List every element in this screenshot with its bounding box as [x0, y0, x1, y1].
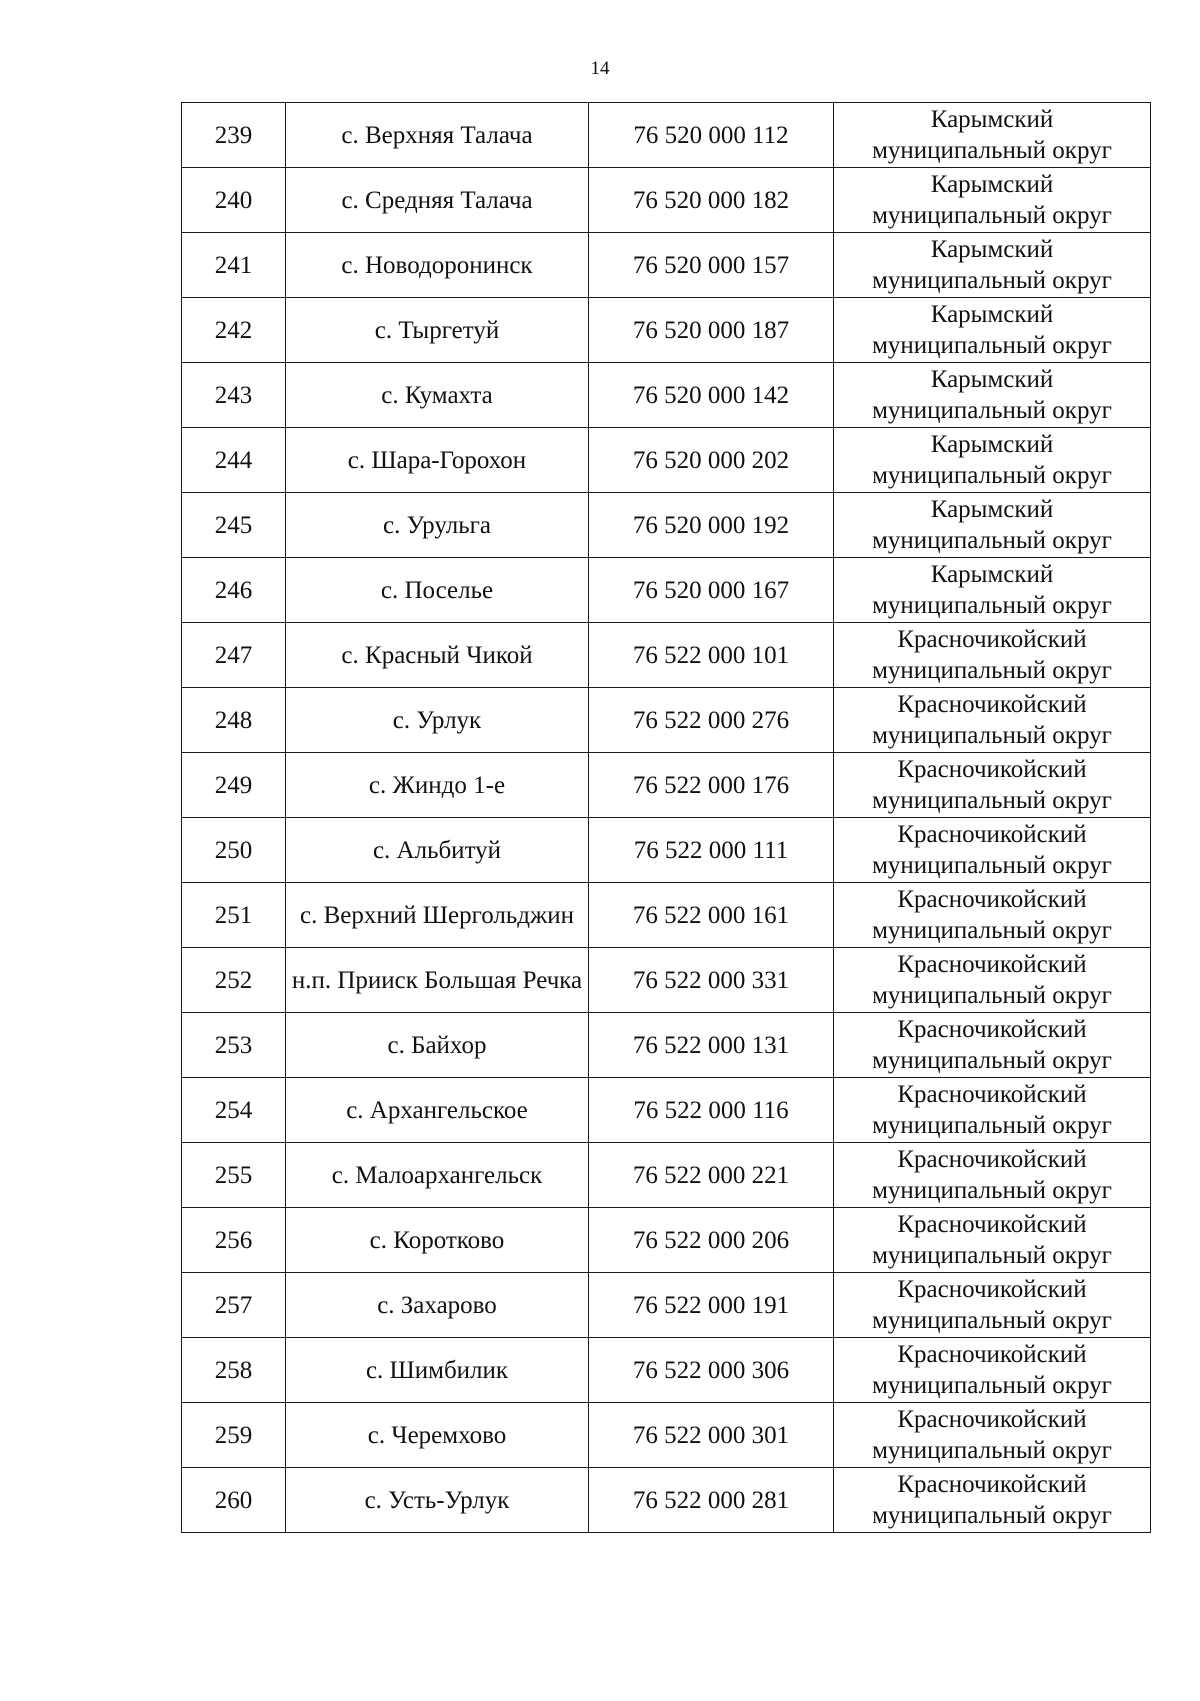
district-cell	[834, 948, 1151, 1013]
district-name: Красночикойский	[897, 1341, 1087, 1368]
district-name: Красночикойский	[897, 1211, 1087, 1238]
settlement-name-cell: с. Урлук	[286, 688, 589, 753]
table-row	[182, 233, 1151, 298]
table-row	[182, 1143, 1151, 1208]
settlement-name-cell: с. Новодоронинск	[286, 233, 589, 298]
district-cell	[834, 688, 1151, 753]
table-row	[182, 1078, 1151, 1143]
settlement-name-cell: с. Поселье	[286, 558, 589, 623]
oktmo-code-cell: 76 522 000 221	[589, 1143, 834, 1208]
table-row	[182, 883, 1151, 948]
district-type: муниципальный округ	[872, 137, 1112, 164]
row-number-cell: 240	[182, 168, 286, 233]
district-type: муниципальный округ	[872, 202, 1112, 229]
district-type: муниципальный округ	[872, 592, 1112, 619]
district-name: Красночикойский	[897, 886, 1087, 913]
district-name: Карымский	[930, 236, 1054, 263]
oktmo-code-cell: 76 522 000 276	[589, 688, 834, 753]
settlement-name-cell: с. Средняя Талача	[286, 168, 589, 233]
oktmo-code-cell: 76 522 000 206	[589, 1208, 834, 1273]
district-cell	[834, 883, 1151, 948]
oktmo-code-cell: 76 522 000 191	[589, 1273, 834, 1338]
row-number-cell: 243	[182, 363, 286, 428]
district-cell	[834, 623, 1151, 688]
oktmo-code-cell: 76 522 000 331	[589, 948, 834, 1013]
settlement-name-cell: с. Коротково	[286, 1208, 589, 1273]
district-cell	[834, 363, 1151, 428]
settlement-name-cell: с. Усть-Урлук	[286, 1468, 589, 1533]
district-cell	[834, 493, 1151, 558]
table-row	[182, 168, 1151, 233]
district-name: Карымский	[930, 366, 1054, 393]
row-number-cell: 244	[182, 428, 286, 493]
row-number-cell: 250	[182, 818, 286, 883]
district-type: муниципальный округ	[872, 1112, 1112, 1139]
district-type: муниципальный округ	[872, 787, 1112, 814]
settlement-name-cell: с. Архангельское	[286, 1078, 589, 1143]
settlement-name-cell: с. Урульга	[286, 493, 589, 558]
district-type: муниципальный округ	[872, 917, 1112, 944]
district-cell	[834, 103, 1151, 168]
district-cell	[834, 233, 1151, 298]
table-row	[182, 428, 1151, 493]
oktmo-code-cell: 76 522 000 306	[589, 1338, 834, 1403]
settlement-name-cell: с. Захарово	[286, 1273, 589, 1338]
row-number-cell: 249	[182, 753, 286, 818]
district-cell	[834, 1078, 1151, 1143]
district-cell	[834, 1143, 1151, 1208]
table-row	[182, 1208, 1151, 1273]
table-row	[182, 1338, 1151, 1403]
district-name: Карымский	[930, 301, 1054, 328]
row-number-cell: 239	[182, 103, 286, 168]
district-type: муниципальный округ	[872, 982, 1112, 1009]
oktmo-code-cell: 76 520 000 112	[589, 103, 834, 168]
district-name: Красночикойский	[897, 1146, 1087, 1173]
district-name: Карымский	[930, 106, 1054, 133]
oktmo-code-cell: 76 522 000 301	[589, 1403, 834, 1468]
settlement-name-cell: с. Альбитуй	[286, 818, 589, 883]
row-number-cell: 254	[182, 1078, 286, 1143]
settlement-name-cell: с. Верхняя Талача	[286, 103, 589, 168]
district-type: муниципальный округ	[872, 1437, 1112, 1464]
row-number-cell: 255	[182, 1143, 286, 1208]
oktmo-code-cell: 76 522 000 176	[589, 753, 834, 818]
district-name: Красночикойский	[897, 1016, 1087, 1043]
row-number-cell: 253	[182, 1013, 286, 1078]
district-name: Красночикойский	[897, 1276, 1087, 1303]
district-type: муниципальный округ	[872, 1177, 1112, 1204]
settlement-name-cell: н.п. Прииск Большая Речка	[286, 948, 589, 1013]
district-cell	[834, 818, 1151, 883]
row-number-cell: 256	[182, 1208, 286, 1273]
district-type: муниципальный округ	[872, 527, 1112, 554]
row-number-cell: 241	[182, 233, 286, 298]
row-number-cell: 242	[182, 298, 286, 363]
district-type: муниципальный округ	[872, 1372, 1112, 1399]
oktmo-code-cell: 76 520 000 202	[589, 428, 834, 493]
district-name: Красночикойский	[897, 691, 1087, 718]
settlement-name-cell: с. Верхний Шергольджин	[286, 883, 589, 948]
district-cell	[834, 1013, 1151, 1078]
table-row	[182, 493, 1151, 558]
table-body	[182, 103, 1151, 1533]
settlement-name-cell: с. Шара-Горохон	[286, 428, 589, 493]
district-cell	[834, 1403, 1151, 1468]
table-row	[182, 298, 1151, 363]
settlement-name-cell: с. Малоархангельск	[286, 1143, 589, 1208]
table-row	[182, 688, 1151, 753]
row-number-cell: 251	[182, 883, 286, 948]
row-number-cell: 252	[182, 948, 286, 1013]
oktmo-code-cell: 76 522 000 161	[589, 883, 834, 948]
oktmo-code-cell: 76 522 000 101	[589, 623, 834, 688]
row-number-cell: 257	[182, 1273, 286, 1338]
row-number-cell: 259	[182, 1403, 286, 1468]
district-name: Карымский	[930, 171, 1054, 198]
table-row	[182, 1013, 1151, 1078]
district-type: муниципальный округ	[872, 1047, 1112, 1074]
settlement-name-cell: с. Красный Чикой	[286, 623, 589, 688]
table-row	[182, 103, 1151, 168]
row-number-cell: 258	[182, 1338, 286, 1403]
oktmo-code-cell: 76 520 000 142	[589, 363, 834, 428]
oktmo-code-cell: 76 520 000 157	[589, 233, 834, 298]
district-cell	[834, 1273, 1151, 1338]
table-row	[182, 753, 1151, 818]
row-number-cell: 245	[182, 493, 286, 558]
settlement-name-cell: с. Тыргетуй	[286, 298, 589, 363]
row-number-cell: 246	[182, 558, 286, 623]
settlement-name-cell: с. Черемхово	[286, 1403, 589, 1468]
oktmo-code-cell: 76 522 000 116	[589, 1078, 834, 1143]
row-number-cell: 248	[182, 688, 286, 753]
oktmo-code-cell: 76 522 000 131	[589, 1013, 834, 1078]
row-number-cell: 247	[182, 623, 286, 688]
oktmo-code-cell: 76 522 000 111	[589, 818, 834, 883]
district-name: Красночикойский	[897, 1406, 1087, 1433]
table-row	[182, 818, 1151, 883]
table-row	[182, 363, 1151, 428]
district-type: муниципальный округ	[872, 1307, 1112, 1334]
settlement-name-cell: с. Жиндо 1-е	[286, 753, 589, 818]
district-name: Красночикойский	[897, 756, 1087, 783]
table-row	[182, 558, 1151, 623]
table-row	[182, 948, 1151, 1013]
settlement-name-cell: с. Байхор	[286, 1013, 589, 1078]
district-type: муниципальный округ	[872, 657, 1112, 684]
district-type: муниципальный округ	[872, 722, 1112, 749]
settlements-table-wrapper	[181, 102, 1150, 1533]
settlements-table	[181, 102, 1151, 1533]
district-type: муниципальный округ	[872, 267, 1112, 294]
oktmo-code-cell: 76 520 000 167	[589, 558, 834, 623]
district-name: Красночикойский	[897, 1471, 1087, 1498]
table-row	[182, 623, 1151, 688]
page-number: 14	[590, 58, 610, 79]
table-row	[182, 1273, 1151, 1338]
district-name: Красночикойский	[897, 626, 1087, 653]
district-type: муниципальный округ	[872, 852, 1112, 879]
table-row	[182, 1468, 1151, 1533]
district-cell	[834, 1208, 1151, 1273]
district-cell	[834, 1468, 1151, 1533]
settlement-name-cell: с. Шимбилик	[286, 1338, 589, 1403]
district-cell	[834, 428, 1151, 493]
row-number-cell: 260	[182, 1468, 286, 1533]
district-cell	[834, 753, 1151, 818]
district-type: муниципальный округ	[872, 1502, 1112, 1529]
oktmo-code-cell: 76 520 000 187	[589, 298, 834, 363]
district-name: Красночикойский	[897, 951, 1087, 978]
district-name: Карымский	[930, 431, 1054, 458]
district-name: Карымский	[930, 496, 1054, 523]
table-row	[182, 1403, 1151, 1468]
district-type: муниципальный округ	[872, 332, 1112, 359]
district-cell	[834, 558, 1151, 623]
oktmo-code-cell: 76 520 000 192	[589, 493, 834, 558]
oktmo-code-cell: 76 522 000 281	[589, 1468, 834, 1533]
district-cell	[834, 1338, 1151, 1403]
settlement-name-cell: с. Кумахта	[286, 363, 589, 428]
district-type: муниципальный округ	[872, 397, 1112, 424]
district-name: Карымский	[930, 561, 1054, 588]
oktmo-code-cell: 76 520 000 182	[589, 168, 834, 233]
district-cell	[834, 168, 1151, 233]
district-cell	[834, 298, 1151, 363]
district-name: Красночикойский	[897, 1081, 1087, 1108]
district-type: муниципальный округ	[872, 1242, 1112, 1269]
district-type: муниципальный округ	[872, 462, 1112, 489]
district-name: Красночикойский	[897, 821, 1087, 848]
